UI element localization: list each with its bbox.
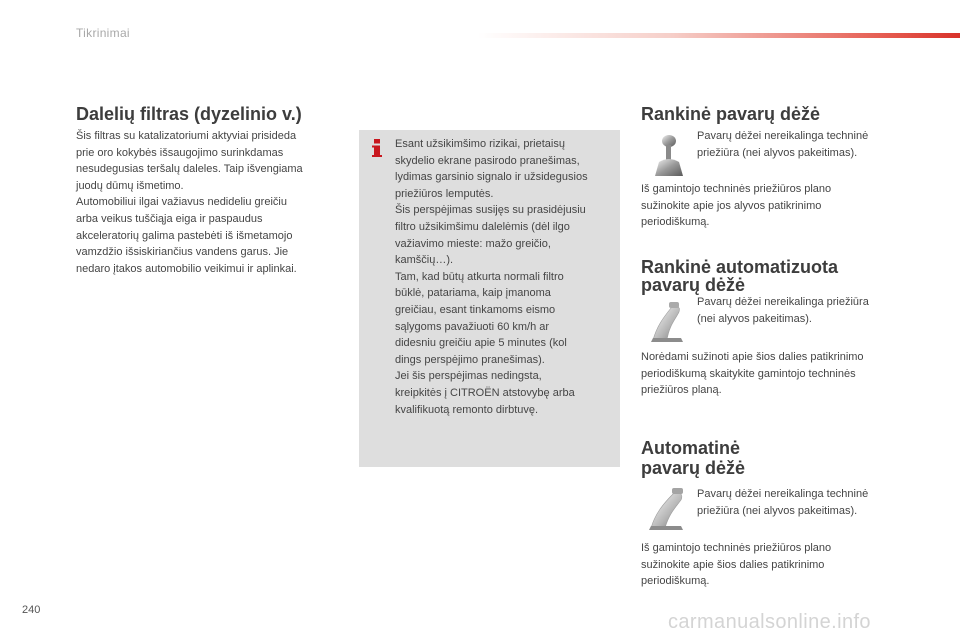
header-accent-bar (478, 33, 960, 38)
automatic-gearbox-note: Pavarų dėžei nereikalinga techninė priežiūra (nei alyvos pakeitimas). (697, 488, 869, 517)
manual-gearbox-title: Rankinė pavarų dėžė (641, 104, 821, 124)
info-box-text: Esant užsikimšimo rizikai, prietaisų skydelio ekrane pasirodo pranešimas, lydimas garsinio signalo ir užsidegusios priežiūros lemputės. Šis perspėjimas susijęs su prasidėjusiu filtro užsikimšimu dalelėmis (dėl ilgo važiavimo mieste: mažo greičio, kamščių…). Tam, kad būtų atkurta normali filtro būklė, patariama, kaip įmanoma greičiau, esant tinkamoms eismo sąlygoms pavažiuoti 60 km/h ar didesniu greičiu apie 5 minutes (kol dings perspėjimo pranešimas). Jei šis perspėjimas nedingsta, kreipkitės į CITROËN atstovybę arba kvalifikuotą remonto dirbtuvę. (395, 138, 588, 416)
watermark: carmanualsonline.info (668, 611, 871, 633)
automatic-gear-lever-icon (645, 484, 689, 532)
info-icon (370, 138, 384, 158)
manual-gear-lever-icon (645, 132, 689, 178)
automatic-gearbox-body: Iš gamintojo techninės priežiūros plano sužinokite apie šios dalies patikrinimo periodiškumą. (641, 542, 832, 588)
auto-manual-gearbox-note: Pavarų dėžei nereikalinga priežiūra (nei alyvos pakeitimas). (697, 296, 869, 325)
section-header: Tikrinimai (76, 26, 130, 40)
particle-filter-body: Šis filtras su katalizatoriumi aktyviai prisideda prie oro kokybės išsaugojimo surinkdamas nesudegusias teršalų daleles. Taip išvengiama juodų dūmų išmetimo. Automobiliui ilgai važiavus nedideliu greičiu arba veikus tuščiąja eiga ir paspaudus akceleratorių galima pastebėti iš išmetamojo vamzdžio išsiskiriančius vandens garus. Jie nedaro įtakos automobilio veikimui ir aplinkai. (76, 130, 303, 275)
particle-filter-title: Dalelių filtras (dyzelinio v.) (76, 104, 302, 124)
manual-gearbox-note: Pavarų dėžei nereikalinga techninė priežiūra (nei alyvos pakeitimas). (697, 130, 869, 159)
automatic-gearbox-title: Automatinė pavarų dėžė (641, 438, 746, 478)
manual-gearbox-body: Iš gamintojo techninės priežiūros plano sužinokite apie jos alyvos patikrinimo periodiškumą. (641, 183, 832, 229)
page-number: 240 (22, 604, 41, 616)
automated-gear-lever-icon (645, 298, 689, 344)
auto-manual-gearbox-body: Norėdami sužinoti apie šios dalies patikrinimo periodiškumą skaitykite gamintojo techninės priežiūros planą. (641, 351, 864, 397)
auto-manual-gearbox-title: Rankinė automatizuota pavarų dėžė (641, 257, 839, 295)
